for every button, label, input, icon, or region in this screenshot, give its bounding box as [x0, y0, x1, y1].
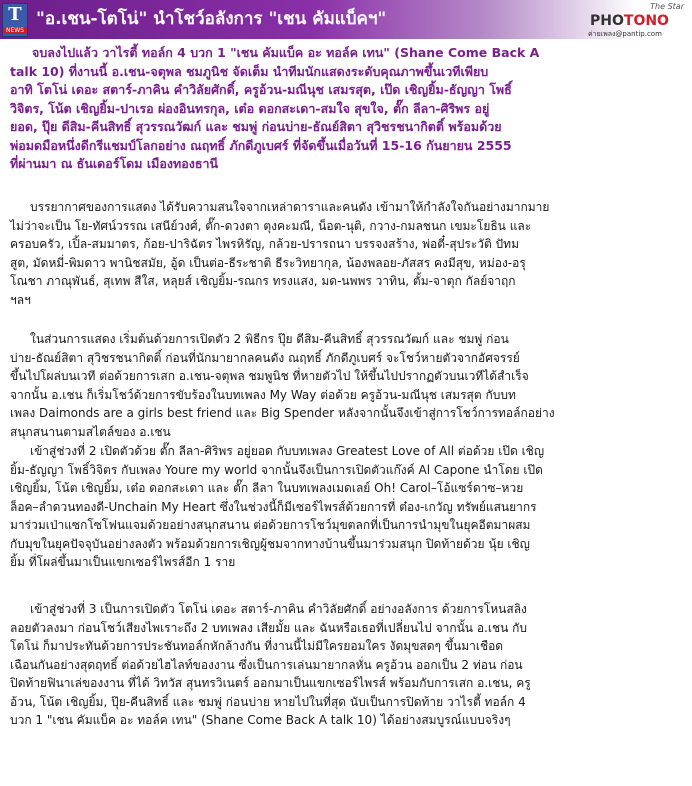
- text-line: เชิญยิ้ม, โน้ต เชิญยิ้ม, เต๋อ ดอกสะเดา และ ตั๊ก ลีลา ในบทเพลงเมดเลย์ Oh! Carol–โอ้แซร์ดาซ–หวย: [10, 481, 524, 495]
- text-line: จบลงไปแล้ว วาไรตี้ ทอล์ก 4 บวก 1 "เชน คัมแบ็ค อะ ทอล์ค เทน" (Shane Come Back A: [32, 45, 540, 60]
- text-line: บ่าย-ธัณย์สิตา สุวิชรชนากิตติ์ ก่อนที่นักมายากลคนดัง ณฤทธิ์ ภักดีภูเบศร์ จะโชว์หายตัวจากอัศจรรย์: [10, 350, 520, 365]
- text-line: เข้าสู่ช่วงที่ 2 เปิดตัวด้วย ตั๊ก ลีลา-ศิริพร อยู่ยอด กับบทเพลง Greatest Love of All ต่อด้วย เป๊ด เชิญ: [30, 444, 545, 458]
- page-title: "อ.เชน-โตโน่" นำโชว์อลังการ "เชน คัมแบ็คฯ": [36, 9, 387, 29]
- text-line: บรรยากาศของการแสดง ได้รับความสนใจจากเหล่าดาราและคนดัง เข้ามาให้กำลังใจกันอย่างมากมาย: [30, 200, 550, 214]
- text-line: เข้าสู่ช่วงที่ 3 เป็นการเปิดตัว โตโน่ เดอะ สตาร์-ภาคิน คำวิลัยศักดิ์ อย่างอลังการ ด้วยการโหนสลิง: [30, 602, 527, 616]
- article-paragraph-3: [10, 442, 684, 572]
- text-line: ยิ้ม ที่โผล่ขึ้นมาเป็นแขกเซอร์ไพรส์อีก 1 ราย: [10, 555, 236, 569]
- article-paragraph-4: [10, 600, 684, 730]
- text-line: โตโน่ ก็มาประทันด้วยการประชันทอล์กหักล้างกัน ที่งานนี้ไม่มีใครยอมใคร งัดมุขสดๆ ขึ้นมาเชือด: [10, 639, 504, 653]
- text-line: อ้วน, โน้ต เชิญยิ้ม, ปุ๊ย-คีนสิทธิ์ และ ชมพู่ ก่อนบ่าย หายไปในที่สุด นับเป็นการปิดท้าย วาไรตี้ ทอล์ก 4: [10, 694, 526, 709]
- text-line: สนุกสนานตามสไตล์ของ อ.เชน: [10, 424, 171, 439]
- text-line: โณชา ภาณุพันธ์, สุเทพ สีใส, หลุยส์ เชิญยิ้ม-รณกร ทรงแสง, มด-นพพร วาทิน, ตั้ม-จาตุก กัลย์จาฤก: [10, 274, 516, 288]
- article-lead: [10, 44, 682, 174]
- text-line: ลอยตัวลงมา ก่อนโชว์เสียงไพเราะถึง 2 บทเพลง เสียมั้ย และ ฉันหรือเธอที่เปลี่ยนไป จากนั้น อ.เชน กับ: [10, 620, 527, 635]
- text-line: ปิดท้ายฟินาเล่ของงาน ที่ได้ วิทวัส สุนทรวิเนตร์ ออกมาเป็นแขกเซอร์ไพรส์ พร้อมกับการเสก อ.เชน, ครู: [10, 676, 531, 690]
- text-line: อาทิ โตโน่ เดอะ สตาร์-ภาคิน คำวิลัยศักดิ์, ครูอ้วน-มณีนุช เสมรสุต, เป๊ด เชิญยิ้ม-ธัญญา โพธิ์: [10, 82, 512, 97]
- partner-brand-a: PHO: [590, 13, 624, 29]
- text-line: ในส่วนการแสดง เริ่มต้นด้วยการเปิดตัว 2 พิธีกร ปุ๊ย ดีสิม-คีนสิทธิ์ สุวรรณวัฒก์ และ ชมพู่ ก่อน: [30, 332, 509, 346]
- text-line: พ่อมดมือหนึ่งดีกรีแชมป์โลกอย่าง ณฤทธิ์ ภักดีภูเบศร์ ที่จัดขึ้นเมื่อวันที่ 15-16 กันยายน 2555: [10, 137, 512, 153]
- partner-brand-b: TONO: [623, 13, 669, 29]
- text-line: ไม่ว่าจะเป็น โย-ทัศน์วรรณ เสนีย์วงศ์, ตั๊ก-ดวงตา ตุงคะมณี, น็อต-นุติ, กวาง-กมลชนก เขมะโยธิน และ: [10, 218, 532, 233]
- text-line: ยอด, ปุ๊ย ดีสิม-คีนสิทธิ์ สุวรรณวัฒก์ และ ชมพู่ ก่อนบ่าย-ธัณย์สิตา สุวิชรชนากิตติ์ พร้อมด้วย: [10, 119, 502, 134]
- text-line: สูต, มัดหมี่-พิมดาว พานิชสมัย, อู้ด เป็นต่อ-ธีระชาติ ธีระวิทยากุล, น้องพลอย-ภัสสร คงมีสุข, หม่อง-อรุ: [10, 255, 526, 270]
- tnews-logo[interactable]: [2, 3, 28, 37]
- header-bar: [0, 0, 692, 39]
- partner-brand: [590, 13, 669, 29]
- text-line: ยิ้ม-ธัญญา โพธิ์วิจิตร กับเพลง Youre my world จากนั้นจึงเป็นการเปิดตัวแก๊งค์ Al Capone นำโดย เป๊ด: [10, 462, 543, 477]
- article-paragraph-1: [10, 198, 684, 309]
- text-line: วิจิตร, โน้ต เชิญยิ้ม-ปาเรอ ผ่องอินทรกุล, เต๋อ ดอกสะเดา-สมใจ สุขใจ, ตั๊ก ลีลา-ศิริพร อยู่: [10, 100, 490, 116]
- text-line: เพลง Daimonds are a girls best friend และ Big Spender หลังจากนั้นจึงเข้าสู่การโชว์การทอล์กอย่าง: [10, 406, 555, 420]
- partner-tag: The Star: [650, 2, 684, 11]
- logo-sub: NEWS: [3, 27, 27, 34]
- article-paragraph-2: [10, 330, 684, 441]
- partner-sub: ค่ายเพลง@pantip.com: [588, 30, 662, 38]
- text-line: ล็อค–ลำดวนทองดี-Unchain My Heart ซึ่งในช่วงนี้ก็มีเซอร์ไพรส์ด้วยการที่ ต๋อง-เกวัญ ทรัพย์แสนยากร: [10, 499, 537, 514]
- logo-letter: T: [8, 4, 22, 25]
- text-line: talk 10) ที่งานนี้ อ.เชน-จตุพล ชมภูนิช จัดเต็ม นำทีมนักแสดงระดับคุณภาพขึ้นเวทีเพียบ: [10, 63, 489, 79]
- text-line: ครอบครัว, เปิ้ล-สมมาตร, ก้อย-ปาริฉัตร ไพรหิรัญ, กล้วย-ปรารถนา บรรจงสร้าง, พ่อตี๋-สุประวัติ ปัทม: [10, 237, 519, 251]
- text-line: ฯลฯ: [10, 292, 31, 307]
- photono-logo[interactable]: [586, 2, 690, 38]
- text-line: กับมุขในยุคปัจจุบันอย่างลงตัว พร้อมด้วยการเชิญผู้ชมจากทางบ้านขึ้นมาร่วมสนุก ปิดท้ายด้วย นุ้ย เชิญ: [10, 536, 530, 551]
- text-line: เฉือนกันอย่างสุดฤทธิ์ ต่อด้วยไฮไลท์ของงาน ซึ่งเป็นการเล่นมายากลหั่น ครูอ้วน ออกเป็น 2 ท่อน ก่อน: [10, 657, 523, 672]
- text-line: บวก 1 "เชน คัมแบ็ค อะ ทอล์ค เทน" (Shane Come Back A talk 10) ได้อย่างสมบูรณ์แบบจริงๆ: [10, 713, 511, 727]
- text-line: ขึ้นไปโผล่บนเวที ต่อด้วยการเสก อ.เชน-จตุพล ชมพูนิช ที่หายตัวไป ให้ขึ้นไปปรากฏตัวบนเวทีได้สำเร็จ: [10, 369, 529, 383]
- text-line: ที่ผ่านมา ณ ธันเดอร์โดม เมืองทองธานี: [10, 156, 219, 171]
- text-line: จากนั้น อ.เชน ก็เริ่มโชว์ด้วยการขับร้องในบทเพลง My Way ต่อด้วย ครูอ้วน-มณีนุช เสมรสุต กับบท: [10, 387, 516, 402]
- text-line: มาร่วมเป่าแซกโซโฟนแจมด้วยอย่างสนุกสนาน ต่อด้วยการโชว์มุขตลกที่เป็นการนำมุขในยุคอีตมาผสม: [10, 518, 531, 532]
